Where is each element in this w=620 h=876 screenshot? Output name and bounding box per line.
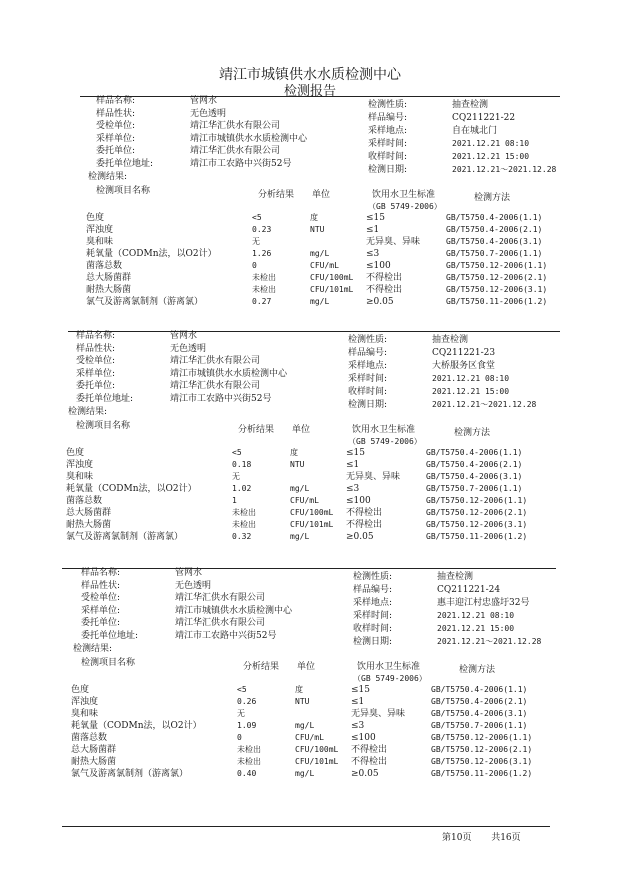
column-header-result: 分析结果 xyxy=(238,425,275,435)
item-standard: 不得检出 xyxy=(366,285,403,295)
value-receive-time: 2021.12.21 15:00 xyxy=(432,387,510,396)
item-method: GB/T5750.12-2006(2.1) xyxy=(426,508,528,517)
value-receive-time: 2021.12.21 15:00 xyxy=(452,152,530,161)
value-receive-time: 2021.12.21 15:00 xyxy=(437,624,515,633)
item-result: 未检出 xyxy=(232,508,256,517)
value-name: 管网水 xyxy=(190,96,218,106)
item-result: 0 xyxy=(252,261,257,270)
section-rule xyxy=(68,331,560,332)
item-result: 1.09 xyxy=(237,721,257,730)
value-sampling-unit: 靖江市城镇供水水质检测中心 xyxy=(190,133,308,144)
column-header-standard-code: （GB 5749-2006） xyxy=(353,674,427,683)
item-name: 臭和味 xyxy=(86,237,114,247)
label-sample-property: 样品性状: xyxy=(81,580,121,591)
label-sample-name: 样品名称: xyxy=(81,568,121,578)
label-test-date: 检测日期: xyxy=(353,637,393,647)
item-standard: ≤1 xyxy=(351,697,365,707)
item-name: 总大肠菌群 xyxy=(71,745,117,755)
page-number: 第10页 xyxy=(442,833,472,843)
label-client-unit: 委托单位: xyxy=(76,381,116,391)
item-standard: 无异臭、异味 xyxy=(346,472,401,482)
item-unit: mg/L xyxy=(295,721,315,730)
item-name: 色度 xyxy=(71,685,90,695)
item-unit: CFU/100mL xyxy=(310,273,354,282)
label-sampling-time: 采样时间: xyxy=(353,611,393,621)
item-result: 1.26 xyxy=(252,249,272,258)
item-result: 1 xyxy=(232,496,237,505)
item-standard: 不得检出 xyxy=(346,508,383,518)
item-name: 菌落总数 xyxy=(71,733,108,743)
item-standard: 无异臭、异味 xyxy=(366,237,421,247)
item-standard: ≥0.05 xyxy=(346,532,374,542)
item-method: GB/T5750.12-2006(1.1) xyxy=(431,733,533,742)
column-header-item: 检测项目名称 xyxy=(81,658,136,668)
item-method: GB/T5750.12-2006(1.1) xyxy=(426,496,528,505)
value-sample-no: CQ211221-22 xyxy=(452,113,516,123)
value-property: 无色透明 xyxy=(170,343,207,354)
item-standard: ≤100 xyxy=(366,261,391,271)
item-standard: ≥0.05 xyxy=(351,769,379,779)
label-receive-time: 收样时间: xyxy=(348,387,388,397)
item-method: GB/T5750.12-2006(3.1) xyxy=(426,520,528,529)
value-property: 无色透明 xyxy=(175,580,212,591)
item-standard: 不得检出 xyxy=(351,757,388,767)
item-name: 耗氧量（CODMn法，以O2计） xyxy=(86,249,217,259)
item-standard: 不得检出 xyxy=(366,273,403,283)
item-name: 色度 xyxy=(66,448,85,458)
value-sample-no: CQ211221-23 xyxy=(432,348,496,358)
value-client-unit: 靖江华汇供水有限公司 xyxy=(175,618,266,628)
value-property: 无色透明 xyxy=(190,108,227,119)
label-client-unit: 委托单位: xyxy=(81,618,121,628)
item-result: 无 xyxy=(232,472,240,481)
column-header-unit: 单位 xyxy=(292,425,311,435)
item-result: 0.18 xyxy=(232,460,252,469)
item-method: GB/T5750.4-2006(3.1) xyxy=(446,237,543,246)
column-header-method: 检测方法 xyxy=(474,193,511,203)
document-title: 靖江市城镇供水水质检测中心 xyxy=(219,67,401,83)
item-method: GB/T5750.4-2006(1.1) xyxy=(426,448,523,457)
label-test-date: 检测日期: xyxy=(348,400,388,410)
item-method: GB/T5750.4-2006(1.1) xyxy=(446,213,543,222)
column-header-standard: 饮用水卫生标准 xyxy=(372,190,436,200)
label-received-unit: 受检单位: xyxy=(96,121,136,131)
item-unit: CFU/mL xyxy=(295,733,324,742)
value-sample-no: CQ211221-24 xyxy=(437,585,501,595)
item-result: <5 xyxy=(232,448,242,457)
value-client-address: 靖江市工农路中兴街52号 xyxy=(170,393,272,404)
item-name: 氯气及游离氯制剂（游离氯） xyxy=(86,297,204,307)
item-standard: 无异臭、异味 xyxy=(351,709,406,719)
item-method: GB/T5750.12-2006(2.1) xyxy=(431,745,533,754)
value-sampling-place: 大桥服务区食堂 xyxy=(432,361,496,371)
item-result: 0 xyxy=(237,733,242,742)
item-name: 臭和味 xyxy=(71,709,99,719)
label-result: 检测结果: xyxy=(73,644,113,654)
item-method: GB/T5750.7-2006(1.1) xyxy=(426,484,523,493)
label-sampling-time: 采样时间: xyxy=(348,374,388,384)
column-header-unit: 单位 xyxy=(312,190,331,200)
page-total: 共16页 xyxy=(491,833,521,843)
item-result: <5 xyxy=(252,213,262,222)
label-received-unit: 受检单位: xyxy=(76,356,116,366)
item-result: 无 xyxy=(237,709,245,718)
item-unit: CFU/100mL xyxy=(290,508,334,517)
item-method: GB/T5750.4-2006(1.1) xyxy=(431,685,528,694)
item-method: GB/T5750.7-2006(1.1) xyxy=(431,721,528,730)
item-method: GB/T5750.4-2006(3.1) xyxy=(426,472,523,481)
item-standard: ≤3 xyxy=(346,484,360,494)
label-sample-name: 样品名称: xyxy=(96,96,136,106)
value-client-address: 靖江市工农路中兴街52号 xyxy=(175,630,277,641)
value-sampling-time: 2021.12.21 08:10 xyxy=(432,374,510,383)
item-name: 浑浊度 xyxy=(66,460,94,470)
value-sampling-place: 自在城北门 xyxy=(452,126,498,136)
item-name: 浑浊度 xyxy=(71,697,99,707)
label-sample-no: 样品编号: xyxy=(348,348,388,358)
item-result: 未检出 xyxy=(237,745,261,754)
value-client-unit: 靖江华汇供水有限公司 xyxy=(190,146,281,156)
item-standard: ≤100 xyxy=(351,733,376,743)
item-method: GB/T5750.4-2006(2.1) xyxy=(446,225,543,234)
value-received-unit: 靖江华汇供水有限公司 xyxy=(170,356,261,366)
value-received-unit: 靖江华汇供水有限公司 xyxy=(175,593,266,603)
item-name: 耗氧量（CODMn法，以O2计） xyxy=(66,484,197,494)
item-unit: CFU/101mL xyxy=(310,285,354,294)
item-method: GB/T5750.7-2006(1.1) xyxy=(446,249,543,258)
column-header-result: 分析结果 xyxy=(258,190,295,200)
item-standard: ≥0.05 xyxy=(366,297,394,307)
document-subtitle: 检测报告 xyxy=(283,84,336,99)
item-unit: mg/L xyxy=(295,769,315,778)
item-name: 浑浊度 xyxy=(86,225,114,235)
column-header-item: 检测项目名称 xyxy=(76,421,131,431)
label-result: 检测结果: xyxy=(88,172,128,182)
item-standard: ≤3 xyxy=(351,721,365,731)
item-result: 未检出 xyxy=(237,757,261,766)
item-result: 未检出 xyxy=(252,285,276,294)
label-sampling-place: 采样地点: xyxy=(353,598,393,608)
item-name: 耐热大肠菌 xyxy=(71,757,117,767)
value-test-date: 2021.12.21～2021.12.28 xyxy=(437,637,542,646)
item-result: 无 xyxy=(252,237,260,246)
item-unit: NTU xyxy=(310,225,325,234)
item-standard: ≤3 xyxy=(366,249,380,259)
label-test-property: 检测性质: xyxy=(348,335,388,345)
label-receive-time: 收样时间: xyxy=(368,152,408,162)
value-test-property: 抽查检测 xyxy=(452,100,489,110)
column-header-method: 检测方法 xyxy=(454,428,491,438)
item-unit: 度 xyxy=(290,448,298,457)
item-method: GB/T5750.12-2006(3.1) xyxy=(446,285,548,294)
section-rule xyxy=(62,568,556,569)
item-unit: mg/L xyxy=(310,249,330,258)
item-method: GB/T5750.4-2006(2.1) xyxy=(431,697,528,706)
item-result: 0.26 xyxy=(237,697,257,706)
item-result: 1.02 xyxy=(232,484,252,493)
item-standard: ≤15 xyxy=(351,685,370,695)
item-result: 0.32 xyxy=(232,532,252,541)
item-unit: CFU/101mL xyxy=(295,757,339,766)
item-standard: ≤15 xyxy=(346,448,365,458)
item-unit: 度 xyxy=(310,213,318,222)
item-result: 未检出 xyxy=(252,273,276,282)
item-name: 菌落总数 xyxy=(86,261,123,271)
item-unit: CFU/mL xyxy=(310,261,339,270)
section-rule xyxy=(62,826,550,827)
label-sample-property: 样品性状: xyxy=(96,108,136,119)
item-method: GB/T5750.11-2006(1.2) xyxy=(426,532,528,541)
item-unit: mg/L xyxy=(290,532,310,541)
item-unit: 度 xyxy=(295,685,303,694)
label-sampling-unit: 采样单位: xyxy=(76,368,116,379)
item-result: <5 xyxy=(237,685,247,694)
item-name: 臭和味 xyxy=(66,472,94,482)
column-header-standard-code: （GB 5749-2006） xyxy=(348,437,422,446)
value-sampling-unit: 靖江市城镇供水水质检测中心 xyxy=(170,368,288,379)
page-footer xyxy=(442,830,521,843)
item-name: 色度 xyxy=(86,213,105,223)
label-sampling-time: 采样时间: xyxy=(368,139,408,149)
label-test-property: 检测性质: xyxy=(368,100,408,110)
item-method: GB/T5750.4-2006(2.1) xyxy=(426,460,523,469)
label-client-address: 委托单位地址: xyxy=(96,158,154,169)
item-unit: NTU xyxy=(295,697,310,706)
item-method: GB/T5750.12-2006(1.1) xyxy=(446,261,548,270)
label-sampling-unit: 采样单位: xyxy=(96,133,136,144)
label-test-property: 检测性质: xyxy=(353,572,393,582)
item-name: 耗氧量（CODMn法，以O2计） xyxy=(71,721,202,731)
item-standard: 不得检出 xyxy=(351,745,388,755)
value-sampling-time: 2021.12.21 08:10 xyxy=(452,139,530,148)
column-header-unit: 单位 xyxy=(297,662,316,672)
item-unit: mg/L xyxy=(290,484,310,493)
label-client-unit: 委托单位: xyxy=(96,146,136,156)
item-method: GB/T5750.11-2006(1.2) xyxy=(446,297,548,306)
label-sample-name: 样品名称: xyxy=(76,331,116,341)
label-received-unit: 受检单位: xyxy=(81,593,121,603)
value-name: 管网水 xyxy=(175,568,203,578)
item-result: 0.27 xyxy=(252,297,272,306)
item-name: 总大肠菌群 xyxy=(86,273,132,283)
item-standard: ≤100 xyxy=(346,496,371,506)
item-name: 耐热大肠菌 xyxy=(66,520,112,530)
item-method: GB/T5750.12-2006(3.1) xyxy=(431,757,533,766)
label-sampling-unit: 采样单位: xyxy=(81,605,121,616)
value-test-property: 抽查检测 xyxy=(437,572,474,582)
item-result: 未检出 xyxy=(232,520,256,529)
label-sampling-place: 采样地点: xyxy=(348,361,388,371)
column-header-item: 检测项目名称 xyxy=(96,186,151,196)
value-sampling-time: 2021.12.21 08:10 xyxy=(437,611,515,620)
label-sample-no: 样品编号: xyxy=(353,585,393,595)
column-header-standard: 饮用水卫生标准 xyxy=(352,425,416,435)
item-name: 总大肠菌群 xyxy=(66,508,112,518)
item-unit: CFU/mL xyxy=(290,496,319,505)
column-header-standard-code: （GB 5749-2006） xyxy=(368,202,442,211)
column-header-method: 检测方法 xyxy=(459,665,496,675)
value-test-date: 2021.12.21～2021.12.28 xyxy=(432,400,537,409)
value-client-address: 靖江市工农路中兴街52号 xyxy=(190,158,292,169)
label-receive-time: 收样时间: xyxy=(353,624,393,634)
column-header-standard: 饮用水卫生标准 xyxy=(357,662,421,672)
item-standard: ≤1 xyxy=(346,460,360,470)
value-client-unit: 靖江华汇供水有限公司 xyxy=(170,381,261,391)
item-method: GB/T5750.11-2006(1.2) xyxy=(431,769,533,778)
item-unit: mg/L xyxy=(310,297,330,306)
item-method: GB/T5750.4-2006(3.1) xyxy=(431,709,528,718)
item-name: 氯气及游离氯制剂（游离氯） xyxy=(71,769,189,779)
label-client-address: 委托单位地址: xyxy=(81,630,139,641)
label-result: 检测结果: xyxy=(68,407,108,417)
section-rule xyxy=(80,96,560,97)
item-standard: ≤1 xyxy=(366,225,380,235)
label-test-date: 检测日期: xyxy=(368,165,408,175)
item-result: 0.23 xyxy=(252,225,272,234)
label-sampling-place: 采样地点: xyxy=(368,126,408,136)
item-name: 氯气及游离氯制剂（游离氯） xyxy=(66,532,184,542)
value-test-property: 抽查检测 xyxy=(432,335,469,345)
value-received-unit: 靖江华汇供水有限公司 xyxy=(190,121,281,131)
value-name: 管网水 xyxy=(170,331,198,341)
item-unit: NTU xyxy=(290,460,305,469)
label-client-address: 委托单位地址: xyxy=(76,393,134,404)
column-header-result: 分析结果 xyxy=(243,662,280,672)
item-standard: ≤15 xyxy=(366,213,385,223)
item-unit: CFU/100mL xyxy=(295,745,339,754)
label-sample-no: 样品编号: xyxy=(368,113,408,123)
value-sampling-unit: 靖江市城镇供水水质检测中心 xyxy=(175,605,293,616)
item-result: 0.40 xyxy=(237,769,257,778)
item-name: 耐热大肠菌 xyxy=(86,285,132,295)
item-unit: CFU/101mL xyxy=(290,520,334,529)
value-sampling-place: 惠丰迎江村忠盛圩32号 xyxy=(437,598,530,608)
item-standard: 不得检出 xyxy=(346,520,383,530)
item-name: 菌落总数 xyxy=(66,496,103,506)
value-test-date: 2021.12.21～2021.12.28 xyxy=(452,165,557,174)
item-method: GB/T5750.12-2006(2.1) xyxy=(446,273,548,282)
label-sample-property: 样品性状: xyxy=(76,343,116,354)
